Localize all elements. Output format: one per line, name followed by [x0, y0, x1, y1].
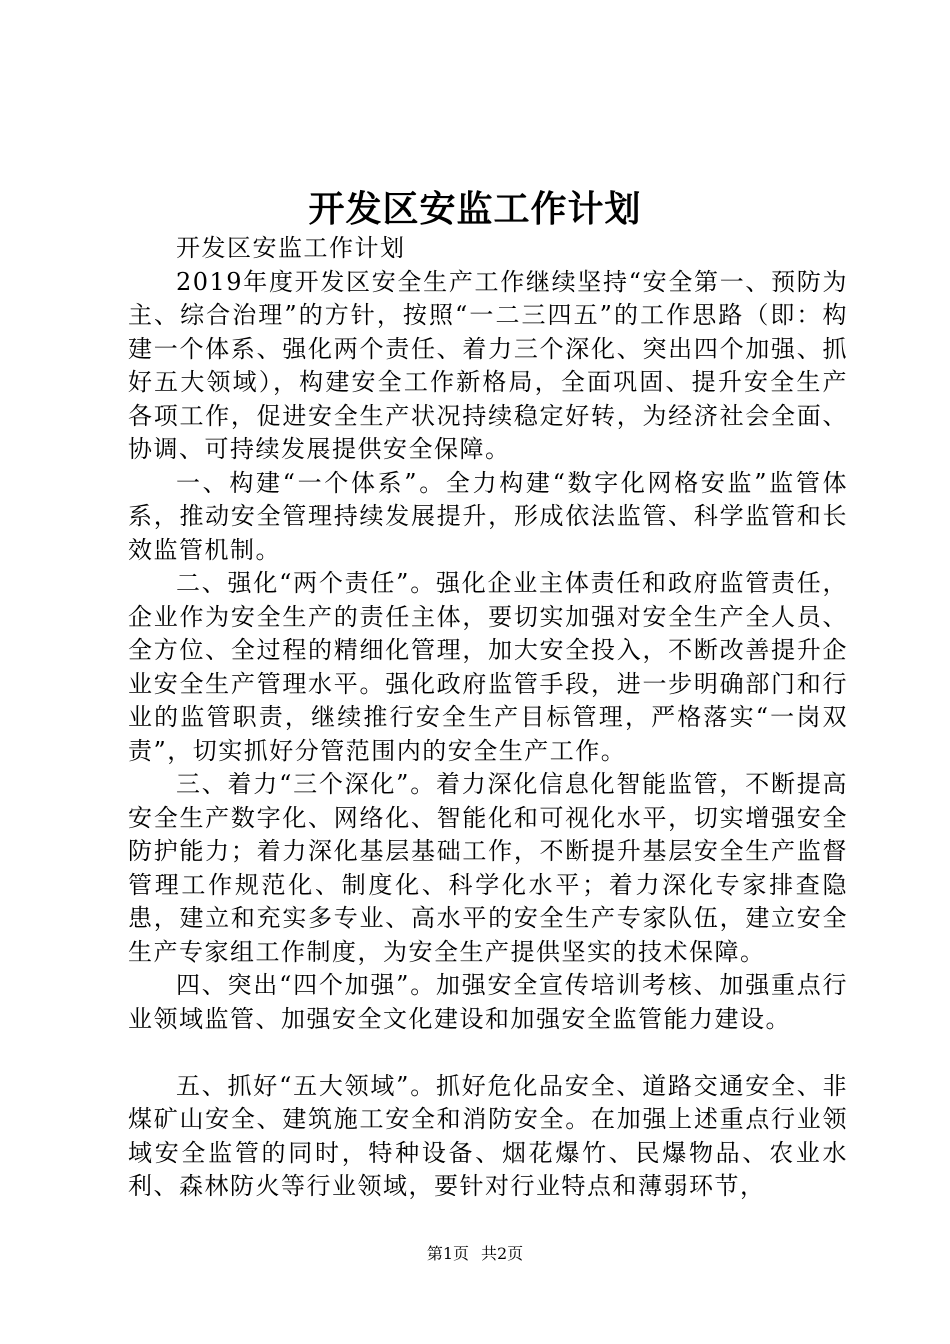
subtitle-paragraph: 开发区安监工作计划 [176, 234, 406, 262]
page-number: 第1页 [426, 1244, 469, 1263]
section-three-paragraph: 三、着力“三个深化”。着力深化信息化智能监管，不断提高安全生产数字化、网络化、智能化和可视化水平，切实增强安全防护能力；着力深化基层基础工作，不断提升基层安全生产监督管理工作规范化、制度化、科学化水平；着力深化专家排查隐患，建立和充实多专业、高水平的安全生产专家队伍，建立安全生产专家组工作制度，为安全生产提供坚实的技术保障。 [128, 770, 848, 966]
section-one-paragraph: 一、构建“一个体系”。全力构建“数字化网格安监”监管体系，推动安全管理持续发展提升，形成依法监管、科学监管和长效监管机制。 [128, 468, 848, 564]
section-two-paragraph: 二、强化“两个责任”。强化企业主体责任和政府监管责任，企业作为安全生产的责任主体，要切实加强对安全生产全人员、全方位、全过程的精细化管理，加大安全投入，不断改善提升企业安全生产管理水平。强化政府监管手段，进一步明确部门和行业的监管职责，继续推行安全生产目标管理，严格落实“一岗双责”，切实抓好分管范围内的安全生产工作。 [128, 569, 848, 765]
document-title: 开发区安监工作计划 [308, 188, 642, 230]
total-pages: 共2页 [481, 1244, 524, 1263]
section-four-paragraph: 四、突出“四个加强”。加强安全宣传培训考核、加强重点行业领域监管、加强安全文化建设和加强安全监管能力建设。 [128, 971, 848, 1033]
section-five-paragraph: 五、抓好“五大领域”。抓好危化品安全、道路交通安全、非煤矿山安全、建筑施工安全和消防安全。在加强上述重点行业领域安全监管的同时，特种设备、烟花爆竹、民爆物品、农业水利、森林防火等行业领域，要针对行业特点和薄弱环节， [128, 1071, 848, 1200]
document-body [128, 232, 848, 1204]
intro-paragraph: 2019年度开发区安全生产工作继续坚持“安全第一、预防为主、综合治理”的方针，按照“一二三四五”的工作思路（即：构建一个体系、强化两个责任、着力三个深化、突出四个加强、抓好五大领域），构建安全工作新格局，全面巩固、提升安全生产各项工作，促进安全生产状况持续稳定好转，为经济社会全面、协调、可持续发展提供安全保障。 [128, 267, 848, 463]
page-footer [0, 1243, 950, 1265]
